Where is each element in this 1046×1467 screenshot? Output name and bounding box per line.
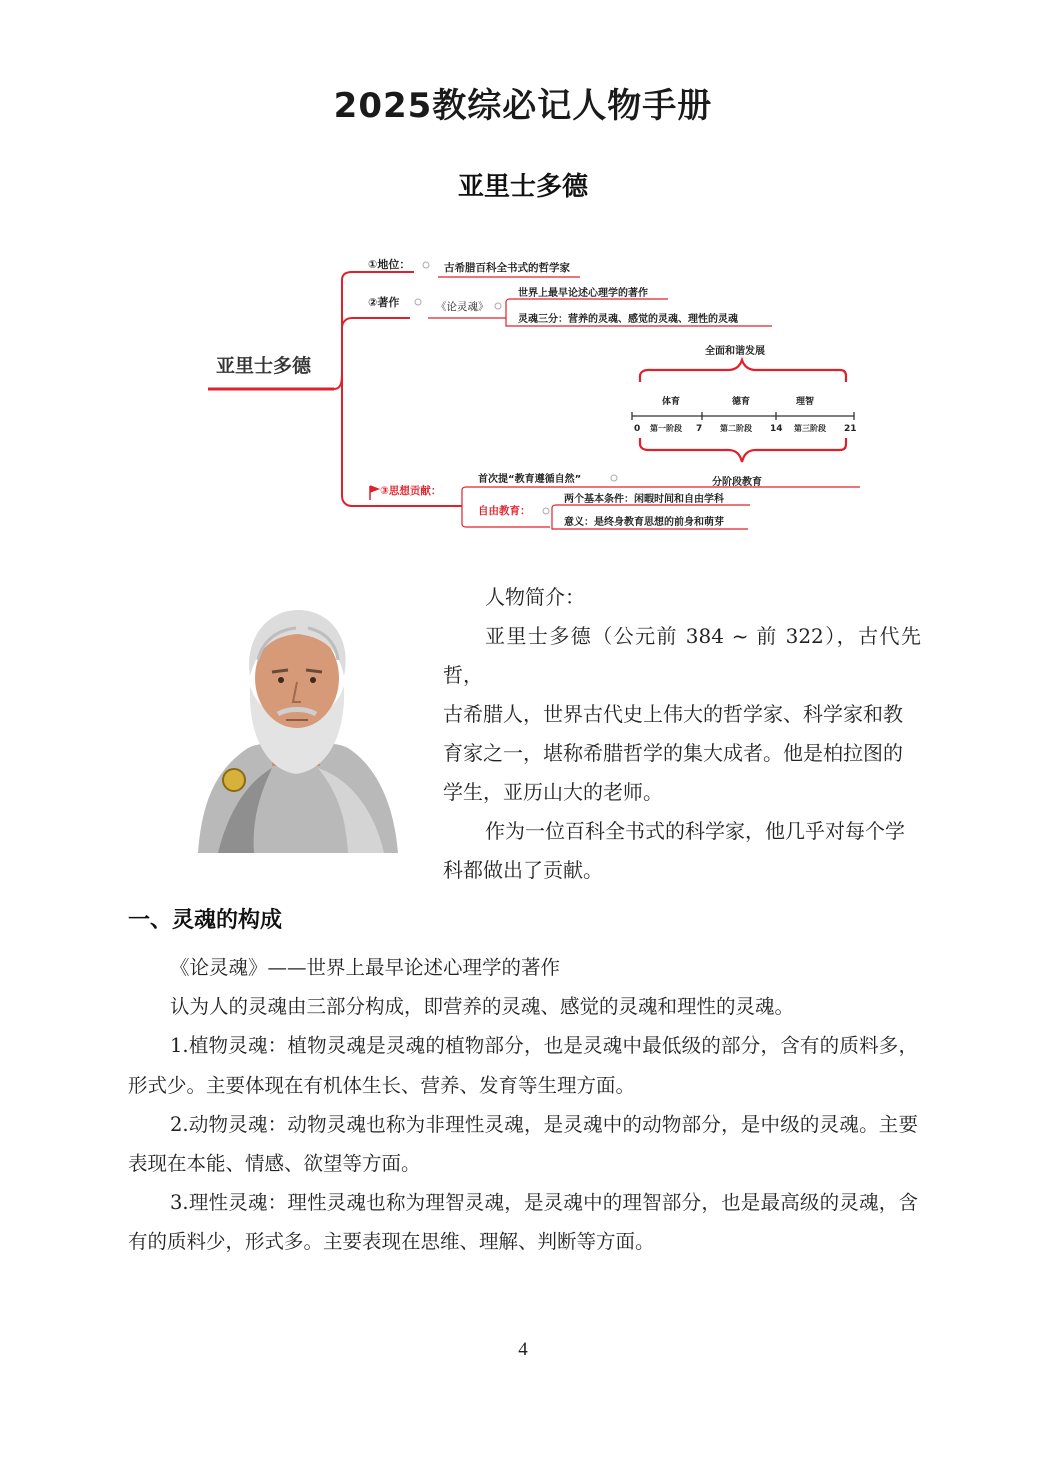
intro-line: 学生，亚历山大的老师。	[443, 780, 663, 804]
intro-line: 科都做出了贡献。	[443, 858, 603, 882]
age-21: 21	[844, 424, 857, 434]
body-paragraph: 2.动物灵魂：动物灵魂也称为非理性灵魂，是灵魂中的动物部分，是中级的灵魂。主要表现在本能、情感、欲望等方面。	[128, 1112, 918, 1176]
intro-line: 古希腊人，世界古代史上伟大的哲学家、科学家和教	[443, 702, 903, 726]
works-note-1: 世界上最早论述心理学的著作	[518, 288, 648, 299]
stage-bottom-label: 分阶段教育	[712, 477, 762, 488]
mindmap	[200, 240, 880, 540]
area-moral: 德育	[732, 397, 751, 407]
age-7: 7	[696, 424, 703, 434]
flag-icon	[370, 486, 378, 500]
branch-status-value: 古希腊百科全书式的哲学家	[444, 262, 570, 274]
page-title: 2025教综必记人物手册	[333, 86, 713, 126]
stage-bottom-brace	[640, 438, 846, 462]
intro-line: 育家之一，堪称希腊哲学的集大成者。他是柏拉图的	[443, 741, 903, 765]
stage-top-label: 全面和谐发展	[705, 346, 765, 357]
age-0: 0	[634, 424, 641, 434]
stage-top-brace	[640, 360, 846, 382]
mindmap-trunk	[334, 318, 352, 506]
body-paragraph: 认为人的灵魂由三部分构成，即营养的灵魂、感觉的灵魂和理性的灵魂。	[170, 995, 795, 1019]
section-body	[128, 948, 918, 1262]
person-name-heading: 亚里士多德	[457, 172, 588, 202]
branch-status-label: ①地位：	[368, 258, 411, 271]
mindmap-root: 亚里士多德	[216, 355, 312, 377]
intro-block	[443, 578, 921, 890]
branch-works-label: ②著作	[368, 296, 400, 309]
area-intellect: 理智	[796, 397, 815, 407]
brooch	[223, 769, 245, 791]
body-paragraph: 《论灵魂》——世界上最早论述心理学的著作	[170, 956, 561, 979]
intro-line: 亚里士多德（公元前 384 ~ 前 322），古代先哲，	[443, 624, 921, 687]
section-heading: 一、灵魂的构成	[128, 908, 283, 933]
body-paragraph: 3.理性灵魂：理性灵魂也称为理智灵魂，是灵魂中的理智部分，也是最高级的灵魂，含有的质料少，形式多。主要表现在思维、理解、判断等方面。	[128, 1191, 918, 1254]
body-paragraph: 1.植物灵魂：植物灵魂是灵魂的植物部分，也是灵魂中最低级的部分，含有的质料多，形式少。主要体现在有机体生长、营养、发育等生理方面。	[128, 1034, 918, 1097]
intro-heading: 人物简介：	[485, 585, 585, 609]
intro-line: 作为一位百科全书式的科学家，他几乎对每个学	[485, 819, 905, 843]
age-14: 14	[770, 424, 783, 434]
stage-1: 第一阶段	[650, 424, 682, 433]
works-note-2: 灵魂三分：营养的灵魂、感觉的灵魂、理性的灵魂	[518, 314, 738, 325]
branch-contribution-label: ③思想贡献：	[380, 485, 442, 497]
stage-3: 第三阶段	[794, 424, 826, 433]
stage-2: 第二阶段	[720, 424, 752, 433]
works-book: 《论灵魂》	[436, 301, 489, 313]
contribution-first: 首次提“教育遵循自然”	[478, 474, 582, 485]
liberal-item-1: 两个基本条件：闲暇时间和自由学科	[564, 494, 724, 505]
area-pe: 体育	[662, 397, 681, 407]
liberal-label: 自由教育：	[478, 505, 531, 517]
aristotle-portrait	[188, 598, 403, 853]
page-number: 4	[518, 1339, 528, 1360]
liberal-item-2: 意义：是终身教育思想的前身和萌芽	[564, 517, 724, 528]
